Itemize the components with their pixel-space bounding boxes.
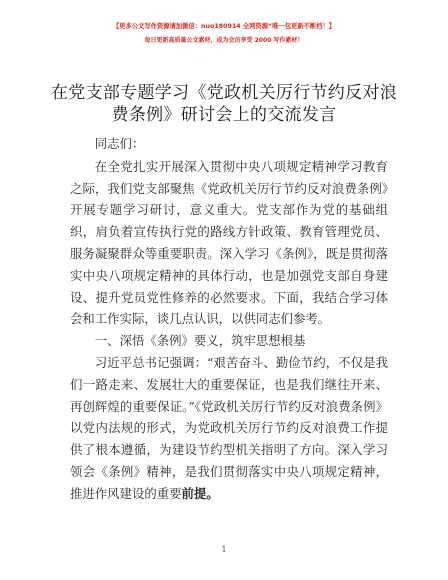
- promo-banner-line2: 每日更新高质量公文素材，成为会员享受 2000 写作素材！: [144, 37, 304, 44]
- page-number: 1: [221, 545, 227, 554]
- body-paragraph-2: [70, 352, 388, 505]
- greeting: 同志们：: [94, 136, 145, 151]
- document-title-line2: 费条例》研讨会上的交流发言: [111, 105, 337, 125]
- section-heading: 一、深悟《条例》要义，筑牢思想根基: [94, 333, 306, 349]
- document-body: [70, 133, 388, 505]
- promo-banner: [0, 20, 448, 48]
- promo-banner-line1: 【更多公文写作资源请加微信：nuo180914 全网资源“唯一包更新不断档！】: [112, 23, 336, 30]
- document-title-line1: 在党支部专题学习《党政机关厉行节约反对浪: [51, 83, 397, 103]
- body-paragraph-2-text: 习近平总书记强调：“艰苦奋斗、勤俭节约，不仅是我们一路走来、发展壮大的重要保证，也是我们继往开来、再创辉煌的重要保证。”《党政机关厉行节约反对浪费条例》以党内法规的形式，为党政机关厉行节约反对浪费工作提供了根本遵循，为建设节约型机关指明了方向。深入学习领会《条例》精神，是我们贯彻落实中央八项规定精神，推进作风建设的重要: [70, 354, 388, 501]
- document-title: [0, 82, 448, 126]
- body-paragraph-2-end: 前提。: [181, 485, 219, 501]
- body-paragraph-1: 在全党扎实开展深入贯彻中央八项规定精神学习教育之际，我们党支部聚焦《党政机关厉行节约反对浪费条例》开展专题学习研讨，意义重大。党支部作为党的基础组织，肩负着宣传执行党的路线方针政策、教育管理党员、服务凝聚群众等重要职责。深入学习《条例》，既是贯彻落实中央八项规定精神的具体行动，也是加强党支部自身建设、提升党员党性修养的必然要求。下面，我结合学习体会和工作实际，谈几点认识，以供同志们参考。: [70, 158, 388, 327]
